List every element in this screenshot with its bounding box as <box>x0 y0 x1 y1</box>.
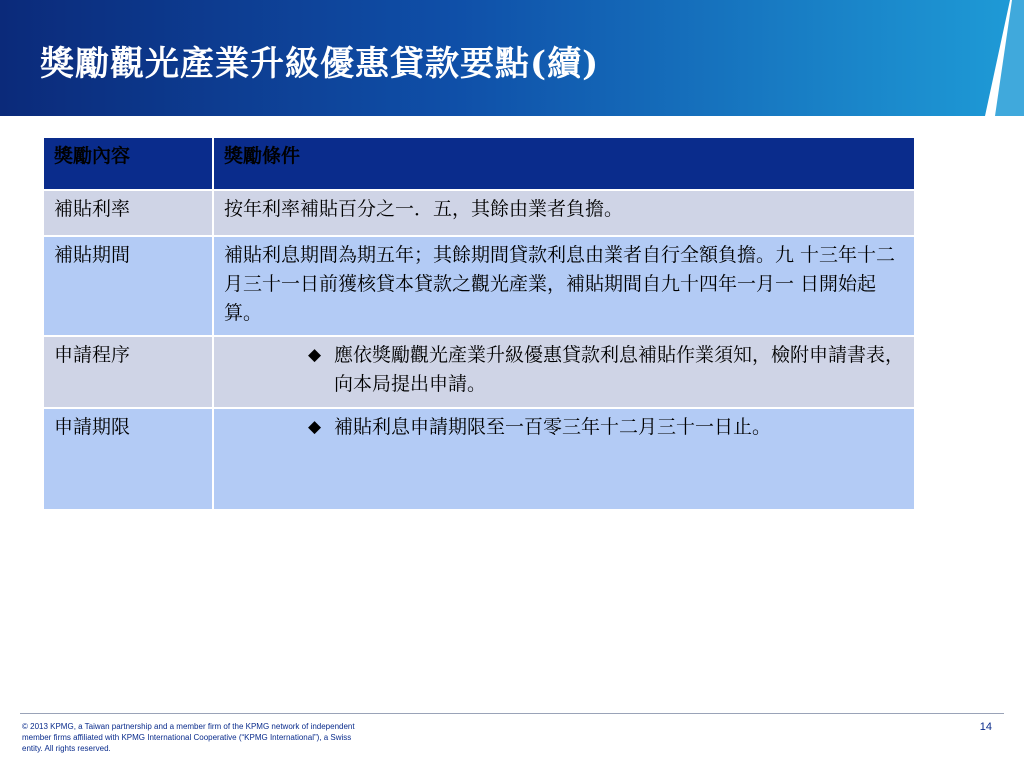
column-header-conditions: 獎勵條件 <box>213 137 915 190</box>
row-content <box>213 408 915 510</box>
diamond-bullet-icon: ◆ <box>308 417 322 437</box>
header-banner <box>0 0 1024 116</box>
row-content: 按年利率補貼百分之一．五，其餘由業者負擔。 <box>213 190 915 236</box>
table-row <box>43 408 915 510</box>
table-header-row <box>43 137 915 190</box>
row-label: 補貼利率 <box>43 190 213 236</box>
row-label: 申請程序 <box>43 336 213 408</box>
footer-divider <box>20 713 1004 714</box>
table-row <box>43 190 915 236</box>
row-content-text: 補貼利息申請期限至一百零三年十二月三十一日止。 <box>334 416 772 438</box>
row-label: 補貼期間 <box>43 236 213 336</box>
row-content: 補貼利息期間為期五年；其餘期間貸款利息由業者自行全額負擔。九 十三年十二月三十一日前獲核貸本貸款之觀光產業，補貼期間自九十四年一月一 日開始起算。 <box>213 236 915 336</box>
incentive-table <box>42 136 916 511</box>
copyright-notice: © 2013 KPMG, a Taiwan partnership and a member firm of the KPMG network of independent member firms affiliated with KPMG International Cooperative (“KPMG International”), a Swiss entity. All rights reserved. <box>22 722 355 753</box>
diamond-bullet-icon: ◆ <box>308 345 322 365</box>
page-number: 14 <box>979 721 992 733</box>
column-header-content: 獎勵內容 <box>43 137 213 190</box>
table-row <box>43 236 915 336</box>
row-content <box>213 336 915 408</box>
row-label: 申請期限 <box>43 408 213 510</box>
row-content-text: 應依獎勵觀光產業升級優惠貸款利息補貼作業須知，檢附申請書表，向本局提出申請。 <box>334 344 905 395</box>
slide-title: 獎勵觀光產業升級優惠貸款要點(續) <box>40 44 600 84</box>
table-row <box>43 336 915 408</box>
